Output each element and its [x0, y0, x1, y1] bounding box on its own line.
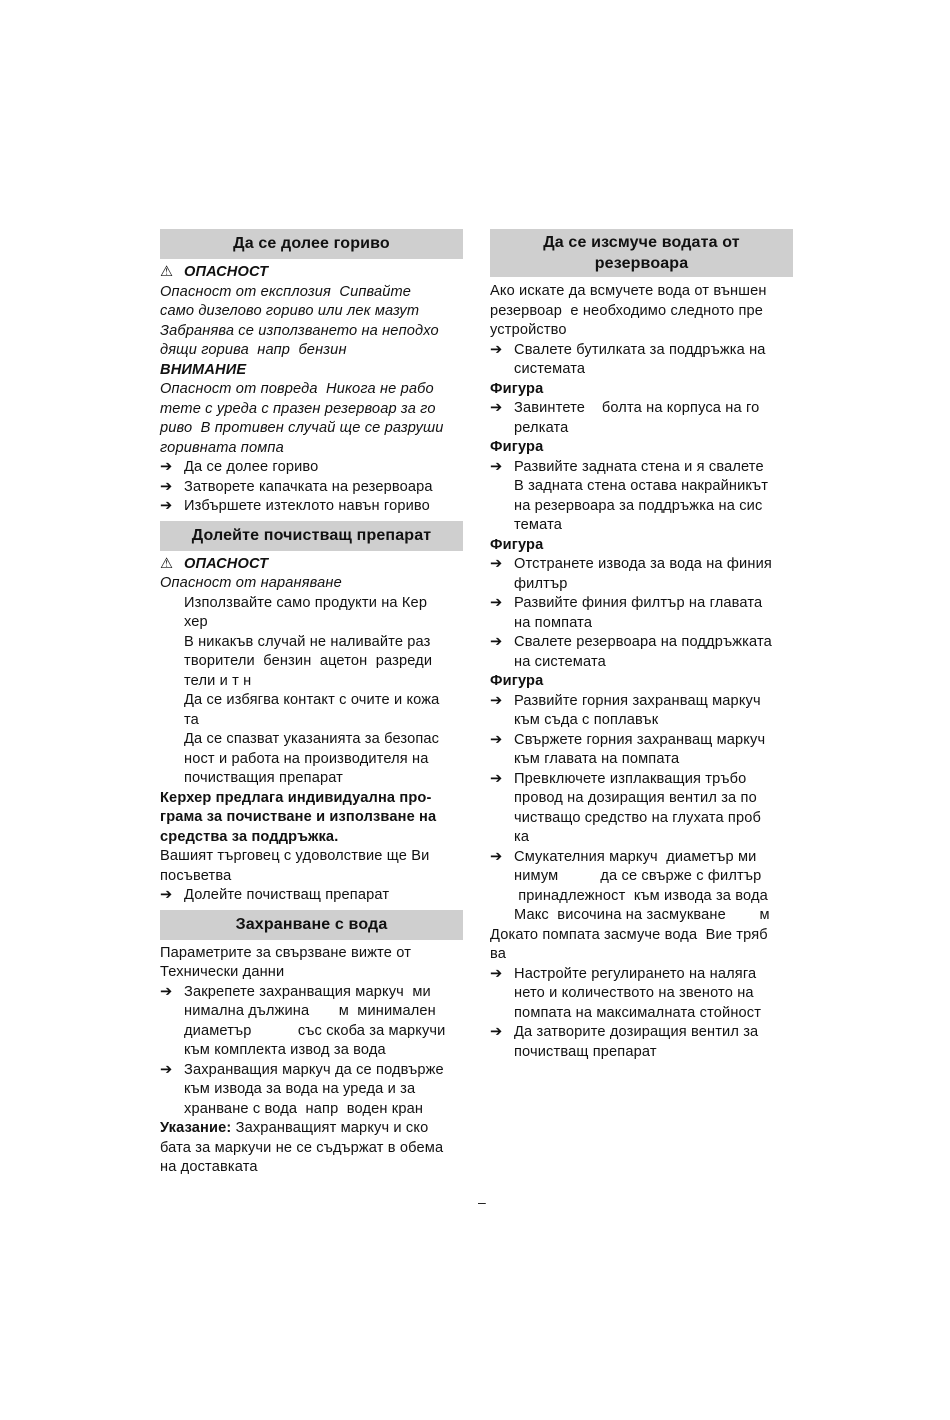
- arrow-right-icon: ➔: [490, 770, 503, 787]
- figure-label: Фигура: [490, 673, 544, 689]
- arrow-right-icon: ➔: [160, 498, 173, 514]
- arrow-right-icon: ➔: [490, 400, 503, 416]
- arrow-right-icon: ➔: [490, 458, 503, 475]
- arrow-right-icon: ➔: [490, 595, 503, 611]
- step-item: ➔ Развийте задната стена и я свалете В задната стена остава накрайникът на резервоара за поддръжка на сис темата: [490, 458, 769, 533]
- step-item: ➔ Развийте финия филтър на главата на помпата: [490, 595, 763, 631]
- step-item: ➔ Свалете бутилката за поддръжка на системата: [490, 341, 766, 377]
- danger-text: Опасност от експлозия Сипвайте само дизелово гориво или лек мазут Забранява се използването на неподхо дящи горива напр бензин: [160, 283, 439, 358]
- kaercher-program-text: Керхер предлага индивидуална про- грама за почистване и използване на средства за поддръжка.: [160, 789, 437, 845]
- section-header-suction: Да се изсмуче водата от резервоара: [490, 229, 793, 277]
- list-item: В никакъв случай не наливайте раз творители бензин ацетон разреди тели и т н: [184, 633, 433, 689]
- list-item: Използвайте само продукти на Кер хер: [184, 594, 428, 630]
- note-text: Указание: Захранващият маркуч и ско бата за маркучи не се съдържат в обема на доставката: [160, 1120, 444, 1175]
- step-item: ➔ Свалете резервоара на поддръжката на системата: [490, 634, 772, 670]
- step-item: ➔ Захранващия маркуч да се подвърже към извода за вода на уреда и за хранване с вода напр воден кран: [160, 1061, 444, 1117]
- warning-triangle-icon: ⚠: [160, 555, 174, 572]
- right-column: [490, 229, 793, 1062]
- arrow-right-icon: ➔: [490, 1024, 503, 1040]
- arrow-right-icon: ➔: [160, 478, 173, 495]
- mid-text: Докато помпата засмуче вода Вие тряб ва: [490, 926, 768, 962]
- arrow-right-icon: ➔: [490, 965, 503, 982]
- list-item: Да се спазват указанията за безопас ност и работа на производителя на почистващия препарат: [184, 731, 440, 786]
- warning-triangle-icon: ⚠: [160, 264, 174, 280]
- step-item: ➔ Закрепете захранващия маркуч ми нимална дължина м минимален диаметър със скоба за маркучи към комплекта извод за вода: [160, 983, 446, 1058]
- arrow-right-icon: ➔: [490, 634, 503, 650]
- arrow-right-icon: ➔: [160, 459, 173, 475]
- step-item: ➔ Свържете горния захранващ маркуч към главата на помпата: [490, 731, 766, 767]
- danger-label: ⚠ ОПАСНОСТ: [160, 263, 463, 283]
- step-item: ➔ Да затворите дозиращия вентил за почистващ препарат: [490, 1024, 759, 1060]
- attention-text: Опасност от повреда Никога не рабо тете с уреда с празен резервоар за го риво В противен случай ще се разруши горивната помпа: [160, 381, 444, 456]
- arrow-right-icon: ➔: [490, 692, 503, 709]
- arrow-right-icon: ➔: [160, 1061, 173, 1078]
- intro-text: Ако искате да всмучете вода от външен резервоар е необходимо следното пре устройство: [490, 283, 767, 338]
- step-item: ➔ Превключете изплакващия тръбо провод на дозиращия вентил за по чистващо средство на глухата проб ка: [490, 770, 762, 845]
- arrow-right-icon: ➔: [490, 341, 503, 358]
- dealer-text: Вашият търговец с удоволствие ще Ви посъветва: [160, 848, 430, 884]
- danger-label: ⚠ ОПАСНОСТ: [160, 555, 463, 575]
- step-item: ➔ Развийте горния захранващ маркуч към съда с поплавък: [490, 692, 761, 728]
- left-column: [160, 229, 463, 1178]
- step-item: ➔ Завинтете болта на корпуса на го релката: [490, 400, 760, 436]
- step-item: ➔ Отстранете извода за вода на финия филтър: [490, 556, 772, 592]
- step-item: ➔ Да се долее гориво: [160, 458, 463, 478]
- attention-label: ВНИМАНИЕ: [160, 361, 247, 378]
- figure-label: Фигура: [490, 380, 544, 397]
- section-header-detergent: Долейте почистващ препарат: [160, 521, 463, 551]
- arrow-right-icon: ➔: [490, 848, 503, 865]
- arrow-right-icon: ➔: [160, 887, 173, 903]
- step-item: ➔ Настройте регулирането на наляга нето и количеството на звеното на помпата на максималната стойност: [490, 965, 762, 1021]
- arrow-right-icon: ➔: [490, 731, 503, 748]
- step-item: ➔ Долейте почистващ препарат: [160, 886, 463, 906]
- step-item: ➔ Затворете капачката на резервоара: [160, 478, 463, 498]
- list-item: Да се избягва контакт с очите и кожа та: [184, 692, 440, 728]
- section-header-fuel: Да се долее гориво: [160, 229, 463, 259]
- figure-label: Фигура: [490, 439, 544, 455]
- arrow-right-icon: ➔: [160, 983, 173, 1000]
- step-item: ➔ Избършете изтеклото навън гориво: [160, 497, 463, 517]
- arrow-right-icon: ➔: [490, 556, 503, 572]
- intro-text: Параметрите за свързване вижте от Технически данни: [160, 944, 412, 980]
- page-number: –: [478, 1194, 486, 1210]
- figure-label: Фигура: [490, 536, 544, 553]
- step-item: ➔ Смукателния маркуч диаметър ми нимум да се свърже с филтър принадлежност към извода за вода Макс височина на засмукване м: [490, 848, 770, 923]
- danger-text: Опасност от нараняване: [160, 575, 342, 591]
- section-header-water-supply: Захранване с вода: [160, 910, 463, 940]
